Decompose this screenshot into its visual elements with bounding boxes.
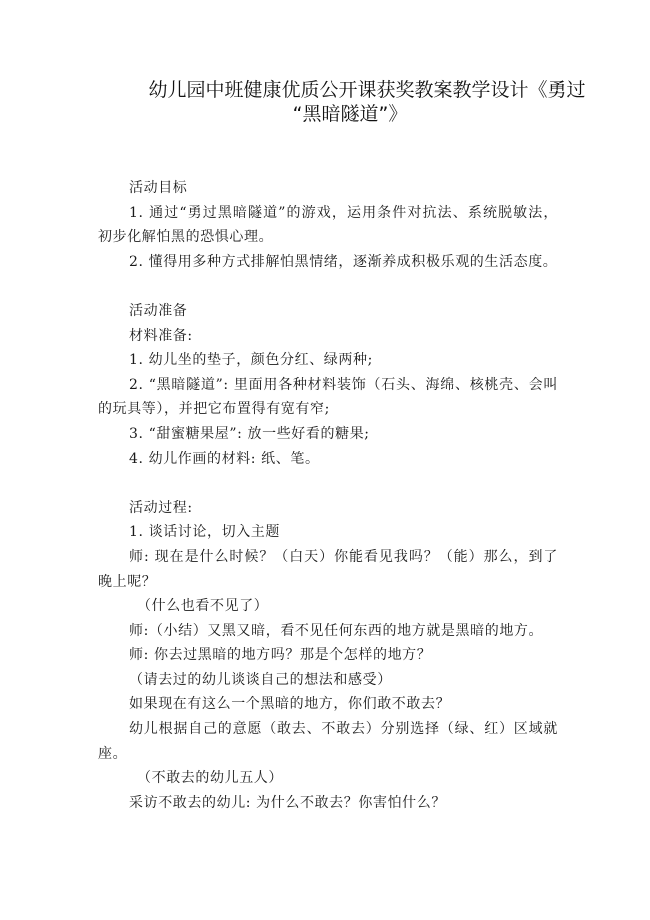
process-line: 师: 你去过黑暗的地方吗？那是个怎样的地方？ <box>129 647 432 664</box>
document-title <box>100 78 600 126</box>
process-line: 师: 现在是什么时候？（白天）你能看见我吗？（能）那么，到了晚上呢？ <box>98 548 558 590</box>
prep-item: 2. “黑暗隧道”: 里面用各种材料装饰（石头、海绵、核桃壳、会叫的玩具等），并把它布置得有宽有窄; <box>98 376 558 418</box>
prep-item: 3. “甜蜜糖果屋”: 放一些好看的糖果; <box>129 425 370 442</box>
process-line: 如果现在有这么一个黑暗的地方，你们敢不敢去？ <box>129 696 451 713</box>
title-line-2: “黑暗隧道”》 <box>292 103 408 125</box>
process-line: （什么也看不见了） <box>137 598 269 615</box>
prep-subheading: 材料准备: <box>129 327 193 344</box>
process-line: 幼儿根据自己的意愿（敢去、不敢去）分别选择（绿、红）区域就座。 <box>98 721 558 762</box>
section-heading-process: 活动过程: <box>129 499 193 516</box>
process-line: 采访不敢去的幼儿: 为什么不敢去？你害怕什么？ <box>129 794 446 811</box>
section-gap <box>98 274 558 299</box>
goal-item: 1. 通过“勇过黑暗隧道”的游戏，运用条件对抗法、系统脱敏法，初步化解怕黑的恐惧心理。 <box>98 204 558 246</box>
prep-item: 4. 幼儿作画的材料: 纸、笔。 <box>129 450 320 467</box>
process-line: 1. 谈话讨论，切入主题 <box>129 524 281 541</box>
process-line: （不敢去的幼儿五人） <box>137 770 283 787</box>
goal-item: 2. 懂得用多种方式排解怕黑情绪，逐渐养成积极乐观的生活态度。 <box>129 253 558 270</box>
process-line: （请去过的幼儿谈谈自己的想法和感受） <box>129 671 392 688</box>
document-body <box>98 176 558 815</box>
section-heading-goals: 活动目标 <box>129 180 188 196</box>
section-heading-prep: 活动准备 <box>129 302 188 319</box>
title-line-1: 幼儿园中班健康优质公开课获奖教案教学设计《勇过 <box>148 79 586 101</box>
process-line: 师:（小结）又黑又暗，看不见任何东西的地方就是黑暗的地方。 <box>129 622 544 639</box>
prep-item: 1. 幼儿坐的垫子，颜色分红、绿两种; <box>129 352 373 369</box>
section-gap <box>98 471 558 496</box>
